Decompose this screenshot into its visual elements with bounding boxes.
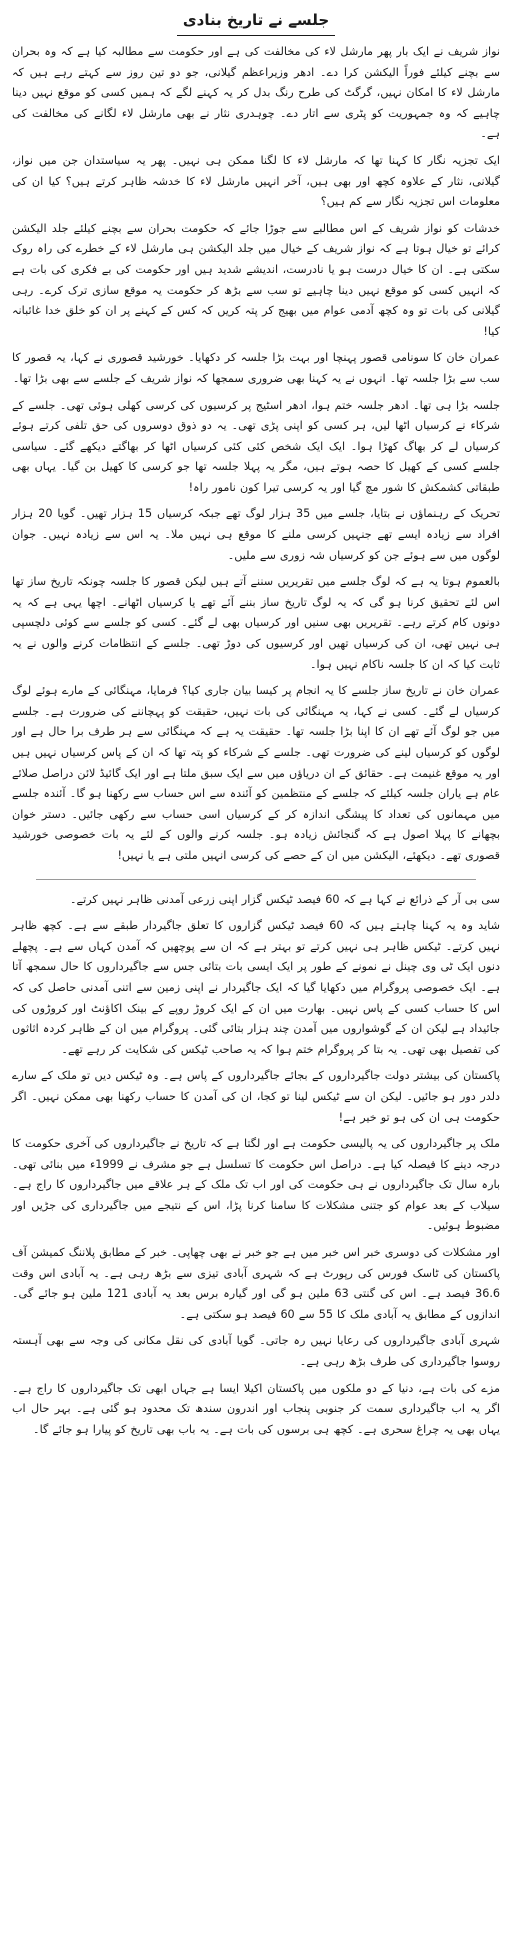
paragraph: جلسہ بڑا ہی تھا۔ ادھر جلسہ ختم ہوا، ادھر اسٹیج پر کرسیوں کی کرسی کھلی ہوئی تھی۔ جلسے کے شرکاء نے کرسیاں اٹھا لیں، ہر کسی کو اپنی پڑی تھی۔ یہ دو ذوق دوسروں کی حق تلفی کرتے ہوئے کرسیاں لے کر بھاگ کھڑا ہوا۔ ایک ایک شخص کئی کئی کرسیاں اٹھا کر بھاگتے دیکھے گئے۔ سیاسی جلسے کسی کے کھیل کا حصہ ہوتے ہیں، مگر یہ پہلا جلسہ تھا جو کرسی کا کھیل بن گیا۔ یہاں بھی طبقاتی کشمکش کا شور مچ گیا اور یہ کرسی تیرا کون نامور راہ!	[12, 398, 500, 494]
paragraph: اور مشکلات کی دوسری خبر اس خبر میں ہے جو خبر نے بھی چھاپی۔ خبر کے مطابق پلاننگ کمیشن آف پاکستان کی ٹاسک فورس کی رپورٹ ہے کہ شہری آبادی تیزی سے بڑھ رہی ہے۔ یہ آبادی اس وقت 36.6 فیصد ہے۔ اس کی گنتی 63 ملین ہو گی اور گیارہ برس بعد یہ آبادی 121 ملین ہو جائے گی۔ اندازوں کے مطابق یہ آبادی ملک کا 55 سے 60 فیصد ہو سکتی ہے۔	[12, 1246, 500, 1321]
paragraph: بالعموم ہوتا یہ ہے کہ لوگ جلسے میں تقریریں سننے آتے ہیں لیکن قصور کا جلسہ چونکہ تاریخ ساز تھا اس لئے تحقیق کرنا ہو گی کہ یہ لوگ تاریخ ساز بننے آئے تھے یا کرسیاں اٹھانے۔ اچھا یہی ہے کہ یہ دونوں کام کرتے رہے۔ تقریریں بھی سنیں اور کرسیاں بھی لے گئے۔ کسی کو جلسے سے کوئی دلچسپی ہی نہیں تھی، ان کی کرسیاں تھیں اور کرسیوں کی دوڑ تھی۔ جلسے کے انتظامات کرنے والوں نے یہ ثابت کیا کہ ان کا جلسہ ناکام نہیں ہوا۔	[12, 575, 500, 671]
paragraph: پاکستان کی بیشتر دولت جاگیرداروں کے بجائے جاگیرداروں کے پاس ہے۔ وہ ٹیکس دیں تو ملک کے سارے دلدر دور ہو جائیں۔ لیکن ان سے ٹیکس لینا تو کجا، ان کی آمدن کا حساب رکھنا بھی ممکن نہیں۔ اگر حکومت ہی ان کی ہو تو خیر ہے!	[12, 1069, 500, 1124]
paragraph: سی بی آر کے ذرائع نے کہا ہے کہ 60 فیصد ٹیکس گزار اپنی زرعی آمدنی ظاہر نہیں کرتے۔	[69, 892, 500, 906]
paragraph: عمران خان نے تاریخ ساز جلسے کا یہ انجام پر کیسا بیان جاری کیا؟ فرمایا، مہنگائی کے مارے ہوئے لوگ کرسیاں لے گئے۔ کسی نے کہا، یہ مہنگائی کی بات نہیں، حقیقت کو پہچاننے کی ضرورت ہے۔ جلسے میں جو لوگ آئے تھے ان کا اپنا بڑا جلسہ تھا۔ حقیقت یہ ہے کہ مہنگائی سے ہر طرف برا حال ہے اور لوگوں کو کرسیاں لینے کی ضرورت تھی۔ جلسے کے شرکاء کو پتہ تھا کہ ان کے پاس کرسیاں نہیں ہیں اور یہ موقع غنیمت ہے۔ حقائق کے ان دریاؤں میں سے ایک سبق ملتا ہے اور ایک گائیڈ لائن دراصل صلائے عام ہے یاران جلسہ کیلئے کہ جلسے کے منتظمین کو آئندہ سے اس حساب سے رکھنا ہو گا۔ آئندہ جلسے میں مہمانوں کی تعداد کا پیشگی اندازہ کر کے کرسیاں اسی حساب سے رکھی جائیں۔ دستر خوان بچھانے کا پہلا اصول ہے کہ گنجائش زیادہ ہو۔ جلسہ کرنے والوں کے لئے یہ بات خصوصی خورشید قصوری تھے۔ دیکھئے، الیکشن میں ان کے حصے کی کرسی انہیں ملتی ہے یا نہیں!	[12, 684, 500, 862]
headline-text: جلسے نے تاریخ بنادی	[177, 7, 335, 36]
section-divider	[36, 879, 476, 880]
paragraph: نواز شریف نے ایک بار پھر مارشل لاء کی مخالفت کی ہے اور حکومت سے مطالبہ کیا ہے کہ وہ بحران سے بچنے کیلئے فوراً الیکشن کرا دے۔ ادھر وزیراعظم گیلانی، جو دو تین روز سے کہتے رہے ہیں کہ مارشل لاء کا امکان نہیں، گرگٹ کی طرح رنگ بدل کر یہ کہنے لگے کہ ہمیں کسی کو موقع نہیں دینا چاہیے کہ وہ جمہوریت کو پٹری سے اتار دے۔ چوہدری نثار نے بھی مارشل لاء لگانے کی مخالفت کی ہے۔	[12, 45, 500, 141]
paragraph: عمران خان کا سونامی قصور پہنچا اور بہت بڑا جلسہ کر دکھایا۔ خورشید قصوری نے کہا، یہ قصور کا سب سے بڑا جلسہ تھا۔ انہوں نے یہ کہنا بھی ضروری سمجھا کہ نواز شریف کے جلسے سے بھی بڑا تھا۔	[12, 351, 500, 385]
paragraph: شاید وہ یہ کہنا چاہتے ہیں کہ 60 فیصد ٹیکس گزاروں کا تعلق جاگیردار طبقے سے ہے۔ کچھ ظاہر نہیں کرتے۔ ٹیکس ظاہر ہی نہیں کرتے تو بہتر ہے کہ ان سے پوچھیں کہ آمدن کہاں سے ہے۔ پچھلے دنوں ایک ٹی وی چینل نے نمونے کے طور پر ایک ایسی بات بتائی جس سے جاگیرداروں کا حال سمجھ آتا ہے۔ ایک خصوصی پروگرام میں دکھایا گیا کہ ایک جاگیردار نے اپنی زمین سے اتنی آمدنی حاصل کی کہ اس کا حساب کسی کے پاس نہیں۔ بھارت میں ان کے ایک کروڑ روپے کے بینک اکاؤنٹ اور کروڑوں کی جائیداد ہے لیکن ان کے گوشواروں میں آمدن چند ہزار بتائی گئی۔ پروگرام میں ان کے ظاہر کردہ اثاثوں کی تفصیل بھی تھی۔ یہ بتا کر پروگرام ختم ہوا کہ یہ صاحب ٹیکس کی شکایت کر رہے تھے۔	[12, 919, 501, 1056]
paragraph: مزے کی بات ہے، دنیا کے دو ملکوں میں پاکستان اکیلا ایسا ہے جہاں ابھی تک جاگیرداروں کا راج ہے۔ اگر یہ اب جاگیرداری سمت کر جنوبی پنجاب اور اندرون سندھ تک محدود ہو گئی ہے۔ بہر حال اب یہاں بھی یہ چراغ سحری ہے۔ کچھ ہی برسوں کی بات ہے۔ یہ باب بھی تاریخ کو پیارا ہو جائے گا۔	[12, 1381, 500, 1436]
paragraph: ایک تجزیہ نگار کا کہنا تھا کہ مارشل لاء کا لگنا ممکن ہی نہیں۔ پھر یہ سیاستدان جن میں نواز، گیلانی، نثار کے علاوہ کچھ اور بھی ہیں، آخر انہیں مارشل لاء کا خدشہ ظاہر کرتے ہیں؟ کیا ان کی معلومات اس تجزیہ نگار سے کم ہیں؟	[12, 153, 500, 209]
headline	[12, 6, 500, 36]
paragraph: شہری آبادی جاگیرداروں کی رعایا نہیں رہ جاتی۔ گویا آبادی کی نقل مکانی کی وجہ سے بھی آہستہ روسوا جاگیرداری کی طرف بڑھ رہی ہے۔	[12, 1334, 500, 1369]
paragraph: خدشات کو نواز شریف کے اس مطالبے سے جوڑا جائے کہ حکومت بحران سے بچنے کیلئے جلد الیکشن کرائے تو خیال ہوتا ہے کہ نواز شریف کے خیال میں جلد الیکشن ہی مارشل لاء کے خطرے کی راہ روک سکتی ہے۔ ان کا خیال درست ہو یا نادرست، اندیشے شدید ہیں اور حکومت کی بے فکری کی بات ہے کہ انہیں کسی کو موقع نہیں دینا چاہیے تو سب سے بڑھ کر حکومت یہ موقع سازی ترک کرے۔ رہی گیلانی کی بات تو وہ کچھ آدمی عوام میں بھیج کر پتہ کریں کہ کس کے کہنے پر ان کو خلق خدا غائبانہ کیا!	[12, 221, 500, 338]
paragraph: ملک پر جاگیرداروں کی یہ پالیسی حکومت ہے اور لگتا ہے کہ تاریخ نے جاگیرداروں کی آخری حکومت کا درجہ دینے کا فیصلہ کیا ہے۔ دراصل اس حکومت کا تسلسل ہے جو مشرف نے 1999ء میں بنائی تھی۔ بارہ سال تک جاگیرداروں نے ہی حکومت کی اور اب تک ملک کے ہر علاقے میں جاگیرداروں کا راج ہے۔ سیلاب کے بعد عوام کو جتنی مشکلات کا سامنا کرنا پڑا، اس کے نتیجے میں جاگیرداری کی جڑیں اور مضبوط ہوئیں۔	[12, 1137, 500, 1233]
paragraph: تحریک کے رہنماؤں نے بتایا، جلسے میں 35 ہزار لوگ تھے جبکہ کرسیاں 15 ہزار تھیں۔ گویا 20 ہزار افراد سے زیادہ ایسے تھے جنہیں کرسی ملنے کا موقع ہی نہیں ملا۔ یہ اس سے زیادہ نہیں۔ جوان لوگوں میں سے ہوئے جن کو کرسیاں شہ زوری سے ملیں۔	[12, 507, 501, 562]
